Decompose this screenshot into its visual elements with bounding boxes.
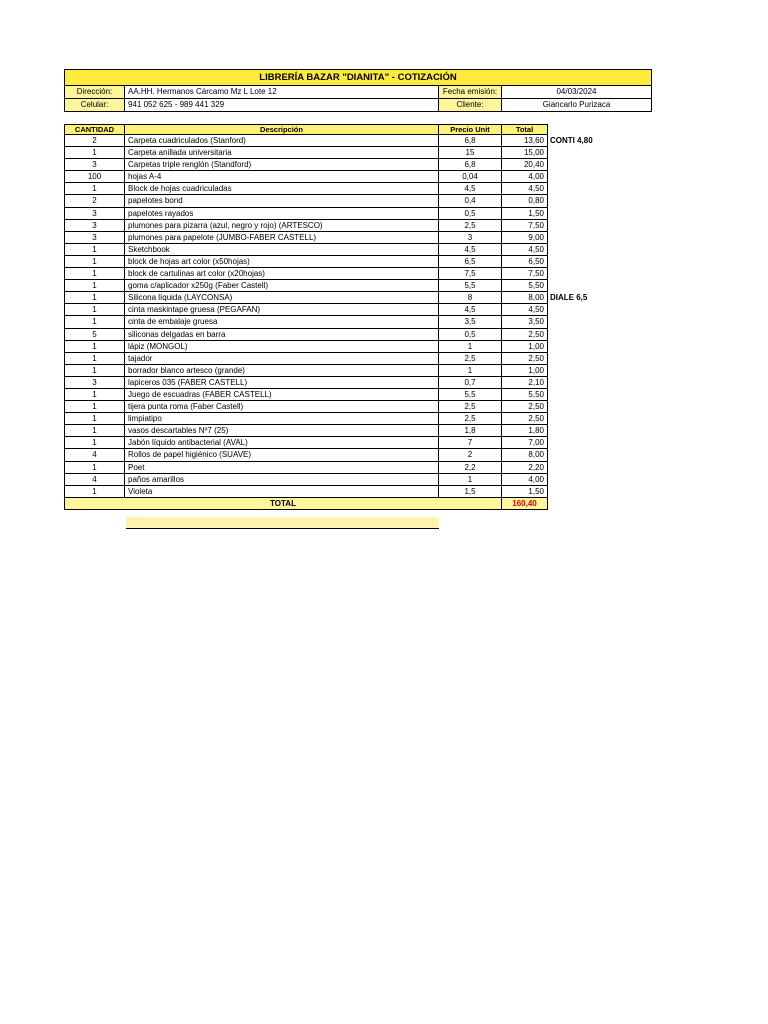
cell-total: 2,20 [502, 462, 548, 474]
cell-desc: Carpetas triple renglón (Standford) [125, 159, 439, 171]
cell-note [550, 389, 630, 401]
cell-desc: tijera punta roma (Faber Castell) [125, 401, 439, 413]
table-row [64, 280, 584, 292]
header-total: Total [502, 124, 548, 135]
cell-note [550, 341, 630, 353]
cell-note [550, 171, 630, 183]
cell-price: 0,04 [439, 171, 502, 183]
cell-desc: Rollos de papel higiénico (SUAVE) [125, 449, 439, 461]
cell-price: 5,5 [439, 389, 502, 401]
items-table [64, 124, 593, 510]
quote-header [64, 69, 652, 112]
fecha-value: 04/03/2024 [502, 86, 652, 99]
table-row [64, 365, 584, 377]
cell-total: 5,50 [502, 280, 548, 292]
cell-price: 7 [439, 437, 502, 449]
cell-qty: 1 [64, 304, 125, 316]
cell-qty: 1 [64, 425, 125, 437]
cell-price: 2,5 [439, 353, 502, 365]
cell-price: 4,5 [439, 183, 502, 195]
cell-qty: 1 [64, 437, 125, 449]
cell-qty: 2 [64, 195, 125, 207]
cell-desc: borrador blanco artesco (grande) [125, 365, 439, 377]
cell-desc: Juego de escuadras (FABER CASTELL) [125, 389, 439, 401]
cell-total: 4,00 [502, 171, 548, 183]
cell-qty: 2 [64, 135, 125, 147]
table-row [64, 413, 584, 425]
cell-price: 2,5 [439, 413, 502, 425]
cell-note [550, 208, 630, 220]
table-row [64, 316, 584, 328]
cell-qty: 1 [64, 244, 125, 256]
cell-price: 7,5 [439, 268, 502, 280]
cliente-value: Giancarlo Purizaca [502, 99, 652, 112]
cell-note [550, 329, 630, 341]
cell-note [550, 425, 630, 437]
cell-note [550, 304, 630, 316]
info-row-direccion [64, 86, 652, 99]
cell-price: 2,5 [439, 401, 502, 413]
quote-title: LIBRERÍA BAZAR "DIANITA" - COTIZACIÓN [64, 69, 652, 86]
cell-total: 20,40 [502, 159, 548, 171]
table-row [64, 474, 584, 486]
table-header [64, 124, 584, 135]
cell-qty: 1 [64, 341, 125, 353]
cell-total: 5,50 [502, 389, 548, 401]
table-row [64, 208, 584, 220]
cell-note: DIALE 6,5 [550, 293, 588, 303]
cell-total: 2,50 [502, 401, 548, 413]
table-row [64, 292, 588, 304]
cell-note [550, 268, 630, 280]
cell-total: 3,50 [502, 316, 548, 328]
cell-price: 0,4 [439, 195, 502, 207]
cell-desc: block de cartulinas art color (x20hojas) [125, 268, 439, 280]
table-row [64, 183, 584, 195]
cell-total: 7,50 [502, 268, 548, 280]
cell-total: 13,60 [502, 135, 548, 147]
cell-total: 15,00 [502, 147, 548, 159]
cell-desc: Silicona líquida (LAYCONSA) [125, 292, 439, 304]
cell-desc: cinta de embalaje gruesa [125, 316, 439, 328]
cell-note [550, 462, 630, 474]
cell-note [550, 486, 630, 498]
cell-qty: 1 [64, 486, 125, 498]
cell-desc: Carpeta cuadriculados (Stanford) [125, 135, 439, 147]
cell-desc: Jabón líquido antibacterial (AVAL) [125, 437, 439, 449]
cell-qty: 3 [64, 208, 125, 220]
table-row [64, 341, 584, 353]
cell-desc: papelotes bond [125, 195, 439, 207]
cell-qty: 1 [64, 147, 125, 159]
cell-qty: 1 [64, 413, 125, 425]
cell-qty: 5 [64, 329, 125, 341]
table-row [64, 462, 584, 474]
cell-price: 6,5 [439, 256, 502, 268]
cell-qty: 3 [64, 232, 125, 244]
cell-note [550, 256, 630, 268]
cell-qty: 1 [64, 353, 125, 365]
cell-price: 0,5 [439, 329, 502, 341]
total-value: 160,40 [502, 498, 548, 510]
table-row [64, 425, 584, 437]
cell-qty: 1 [64, 401, 125, 413]
table-row [64, 437, 584, 449]
cell-desc: cinta maskintape gruesa (PEGAFAN) [125, 304, 439, 316]
cell-desc: tajador [125, 353, 439, 365]
cell-note [550, 401, 630, 413]
cell-total: 1,80 [502, 425, 548, 437]
cell-total: 1,50 [502, 486, 548, 498]
cell-qty: 1 [64, 280, 125, 292]
table-row [64, 449, 584, 461]
cell-price: 4,5 [439, 244, 502, 256]
table-row [64, 135, 593, 147]
info-row-celular [64, 99, 652, 112]
cell-total: 2,50 [502, 329, 548, 341]
cell-note [550, 183, 630, 195]
cell-note [550, 316, 630, 328]
cell-desc: lápiz (MONGOL) [125, 341, 439, 353]
cell-note [550, 449, 630, 461]
cell-qty: 4 [64, 449, 125, 461]
cell-desc: Block de hojas cuadriculadas [125, 183, 439, 195]
cell-price: 2,2 [439, 462, 502, 474]
title-row [64, 69, 652, 86]
cell-note [550, 220, 630, 232]
total-row [64, 498, 584, 510]
table-row [64, 232, 584, 244]
cell-price: 3 [439, 232, 502, 244]
cell-qty: 1 [64, 462, 125, 474]
cell-total: 0,80 [502, 195, 548, 207]
header-desc: Descripción [125, 124, 439, 135]
header-qty: CANTIDAD [64, 124, 125, 135]
direccion-label: Dirección: [64, 86, 125, 99]
cell-note [550, 232, 630, 244]
cell-desc: plumones para pizarra (azul, negro y rojo) (ARTESCO) [125, 220, 439, 232]
celular-value: 941 052 625 - 989 441 329 [125, 99, 439, 112]
table-row [64, 195, 584, 207]
cell-price: 1 [439, 341, 502, 353]
cell-desc: Sketchbook [125, 244, 439, 256]
cell-total: 1,50 [502, 208, 548, 220]
cell-qty: 1 [64, 183, 125, 195]
cell-price: 1,8 [439, 425, 502, 437]
table-row [64, 353, 584, 365]
cell-note [550, 195, 630, 207]
cell-note [550, 147, 630, 159]
cell-price: 0,7 [439, 377, 502, 389]
cell-price: 2 [439, 449, 502, 461]
cell-qty: 3 [64, 220, 125, 232]
cell-total: 4,50 [502, 304, 548, 316]
cell-desc: lapiceros 035 (FABER CASTELL) [125, 377, 439, 389]
cell-price: 6,8 [439, 135, 502, 147]
cell-price: 6,8 [439, 159, 502, 171]
cell-note [550, 159, 630, 171]
cell-total: 6,50 [502, 256, 548, 268]
cell-qty: 4 [64, 474, 125, 486]
cell-qty: 1 [64, 389, 125, 401]
cell-desc: paños amarillos [125, 474, 439, 486]
table-row [64, 220, 584, 232]
cell-qty: 1 [64, 365, 125, 377]
table-row [64, 304, 584, 316]
cell-qty: 1 [64, 268, 125, 280]
cell-price: 1 [439, 474, 502, 486]
cell-desc: vasos descartables Nº7 (25) [125, 425, 439, 437]
cell-note [550, 377, 630, 389]
cell-qty: 100 [64, 171, 125, 183]
cell-price: 1,5 [439, 486, 502, 498]
cell-total: 8,00 [502, 292, 548, 304]
cell-qty: 3 [64, 377, 125, 389]
celular-label: Celular: [64, 99, 125, 112]
cell-total: 2,50 [502, 413, 548, 425]
table-row [64, 147, 584, 159]
cell-note [550, 280, 630, 292]
cell-total: 9,00 [502, 232, 548, 244]
cell-total: 2,50 [502, 353, 548, 365]
cell-desc: Poet [125, 462, 439, 474]
cell-price: 0,5 [439, 208, 502, 220]
cell-total: 2,10 [502, 377, 548, 389]
cell-price: 15 [439, 147, 502, 159]
cell-qty: 1 [64, 256, 125, 268]
cell-note [550, 365, 630, 377]
cell-desc: Violeta [125, 486, 439, 498]
cell-price: 1 [439, 365, 502, 377]
cell-desc: limpiatipo [125, 413, 439, 425]
table-row [64, 377, 584, 389]
cell-desc: siliconas delgadas en barra [125, 329, 439, 341]
cell-total: 4,00 [502, 474, 548, 486]
cell-price: 5,5 [439, 280, 502, 292]
table-row [64, 159, 584, 171]
table-row [64, 244, 584, 256]
table-row [64, 268, 584, 280]
table-row [64, 256, 584, 268]
cell-total: 8,00 [502, 449, 548, 461]
cell-price: 2,5 [439, 220, 502, 232]
cell-total: 4,50 [502, 183, 548, 195]
cell-desc: papelotes rayados [125, 208, 439, 220]
cell-desc: goma c/aplicador x250g (Faber Castell) [125, 280, 439, 292]
table-row [64, 401, 584, 413]
cell-total: 1,00 [502, 341, 548, 353]
fecha-label: Fecha emisión: [439, 86, 502, 99]
cell-note [550, 474, 630, 486]
cell-qty: 3 [64, 159, 125, 171]
total-label: TOTAL [64, 498, 502, 510]
table-body [64, 135, 593, 498]
cell-desc: hojas A-4 [125, 171, 439, 183]
cell-note: CONTI 4,80 [550, 136, 593, 145]
cell-desc: block de hojas art color (x50hojas) [125, 256, 439, 268]
cell-note [550, 244, 630, 256]
cell-price: 8 [439, 292, 502, 304]
cell-price: 3,5 [439, 316, 502, 328]
cell-price: 4,5 [439, 304, 502, 316]
table-row [64, 389, 584, 401]
cell-total: 1,00 [502, 365, 548, 377]
cell-note [550, 437, 630, 449]
header-price: Precio Unit [439, 124, 502, 135]
cell-total: 4,50 [502, 244, 548, 256]
cell-qty: 1 [64, 316, 125, 328]
table-row [64, 486, 584, 498]
cell-note [550, 413, 630, 425]
cell-total: 7,00 [502, 437, 548, 449]
cell-note [550, 353, 630, 365]
table-row [64, 329, 584, 341]
cell-total: 7,50 [502, 220, 548, 232]
table-row [64, 171, 584, 183]
cliente-label: Cliente: [439, 99, 502, 112]
cell-desc: Carpeta anillada universitaria [125, 147, 439, 159]
cell-desc: plumones para papelote (JUMBO-FABER CASTELL) [125, 232, 439, 244]
underline-bar [126, 517, 439, 529]
direccion-value: AA.HH. Hermanos Cárcamo Mz L Lote 12 [125, 86, 439, 99]
cell-qty: 1 [64, 292, 125, 304]
